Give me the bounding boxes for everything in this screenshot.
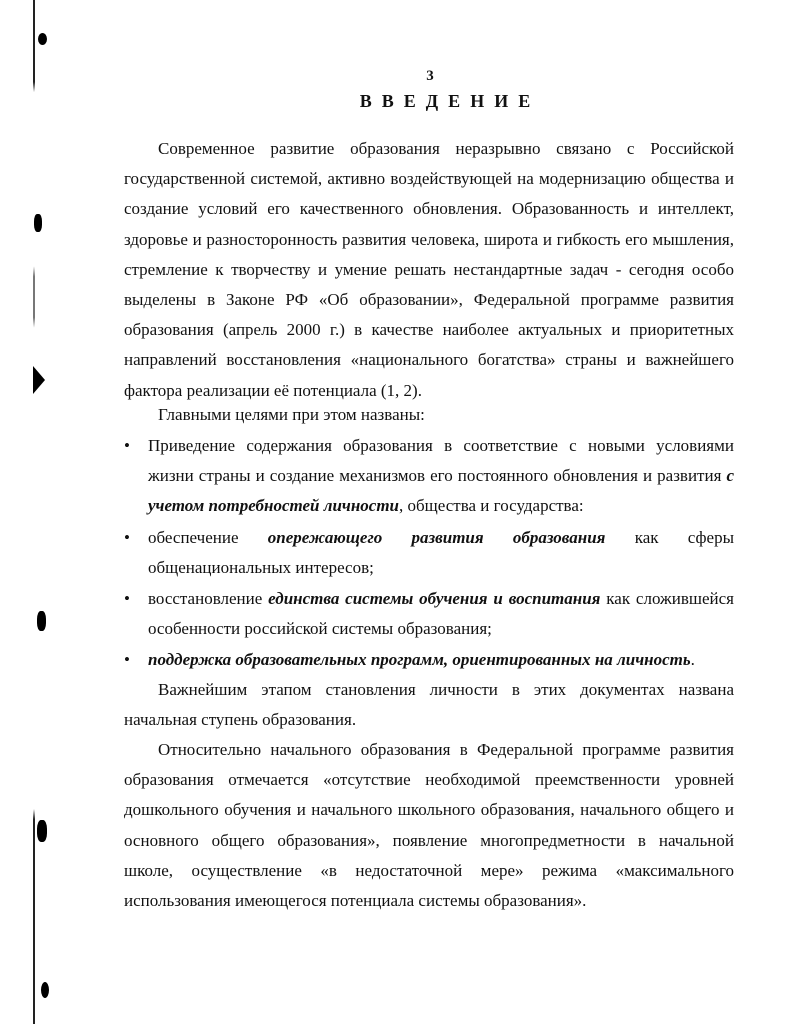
goal-text: восстановление — [148, 589, 269, 609]
scan-mark — [37, 611, 46, 631]
stage-paragraph: Важнейшим этапом становления личности в этих документах названа начальная ступень образования. — [124, 680, 734, 730]
scan-mark — [41, 982, 49, 998]
goal-text: обеспечение — [148, 527, 268, 547]
goal-emphasis: поддержка образовательных программ, ориентированных на личность — [148, 650, 691, 670]
goal-text: как сферы общенациональных интересов; — [148, 527, 734, 577]
primary-education-paragraph: Относительно начального образования в Федеральной программе развития образования отмечается «отсутствие необходимой преемственности уровней дошкольного обучения и начального школьного образования, начального общего и основного общего образования», появление многопредметности в начальной школе, осуществление «в недостаточной мере» режима «максимального использования имеющегося потенциала системы образования». — [124, 740, 734, 911]
scan-mark — [38, 33, 47, 45]
page-title: ВВЕДЕНИЕ — [359, 91, 541, 111]
goal-text: , общества и государства: — [399, 496, 584, 516]
list-item — [124, 645, 734, 675]
goal-text: . — [690, 650, 695, 670]
scan-edge-line — [33, 0, 35, 1024]
goals-list — [124, 431, 734, 677]
goal-emphasis: единства системы обучения и воспитания — [268, 589, 601, 609]
list-item — [124, 431, 734, 522]
scan-mark — [33, 366, 45, 394]
goals-lead-paragraph: Главными целями при этом названы: — [158, 405, 425, 424]
goal-text: как сложившейся особенности российской системы образования; — [148, 589, 734, 639]
goal-emphasis: с учетом потребностей личности — [148, 466, 734, 516]
page-number: 3 — [426, 68, 434, 84]
scan-mark — [34, 214, 42, 232]
goal-emphasis: опережающего развития образования — [267, 527, 606, 547]
intro-paragraph: Современное развитие образования неразрывно связано с Российской государственной системой, активно воздействующей на модернизацию общества и создание условий его качественного обновления. Образованность и интеллект, здоровье и разносторонность развития человека, широта и гибкость его мышления, стремление к творчеству и умение решать нестандартные задач - сегодня особо выделены в Законе РФ «Об образовании», Федеральной программе развития образования (апрель 2000 г.) в качестве наиболее актуальных и приоритетных направлений восстановления «национального богатства» страны и важнейшего фактора реализации её потенциала (1, 2). — [124, 139, 734, 400]
scan-mark — [37, 820, 47, 842]
list-item — [124, 523, 734, 583]
list-item — [124, 584, 734, 644]
goal-text: Приведение содержания образования в соответствие с новыми условиями жизни страны и создание механизмов его постоянного обновления и развития — [148, 436, 734, 486]
